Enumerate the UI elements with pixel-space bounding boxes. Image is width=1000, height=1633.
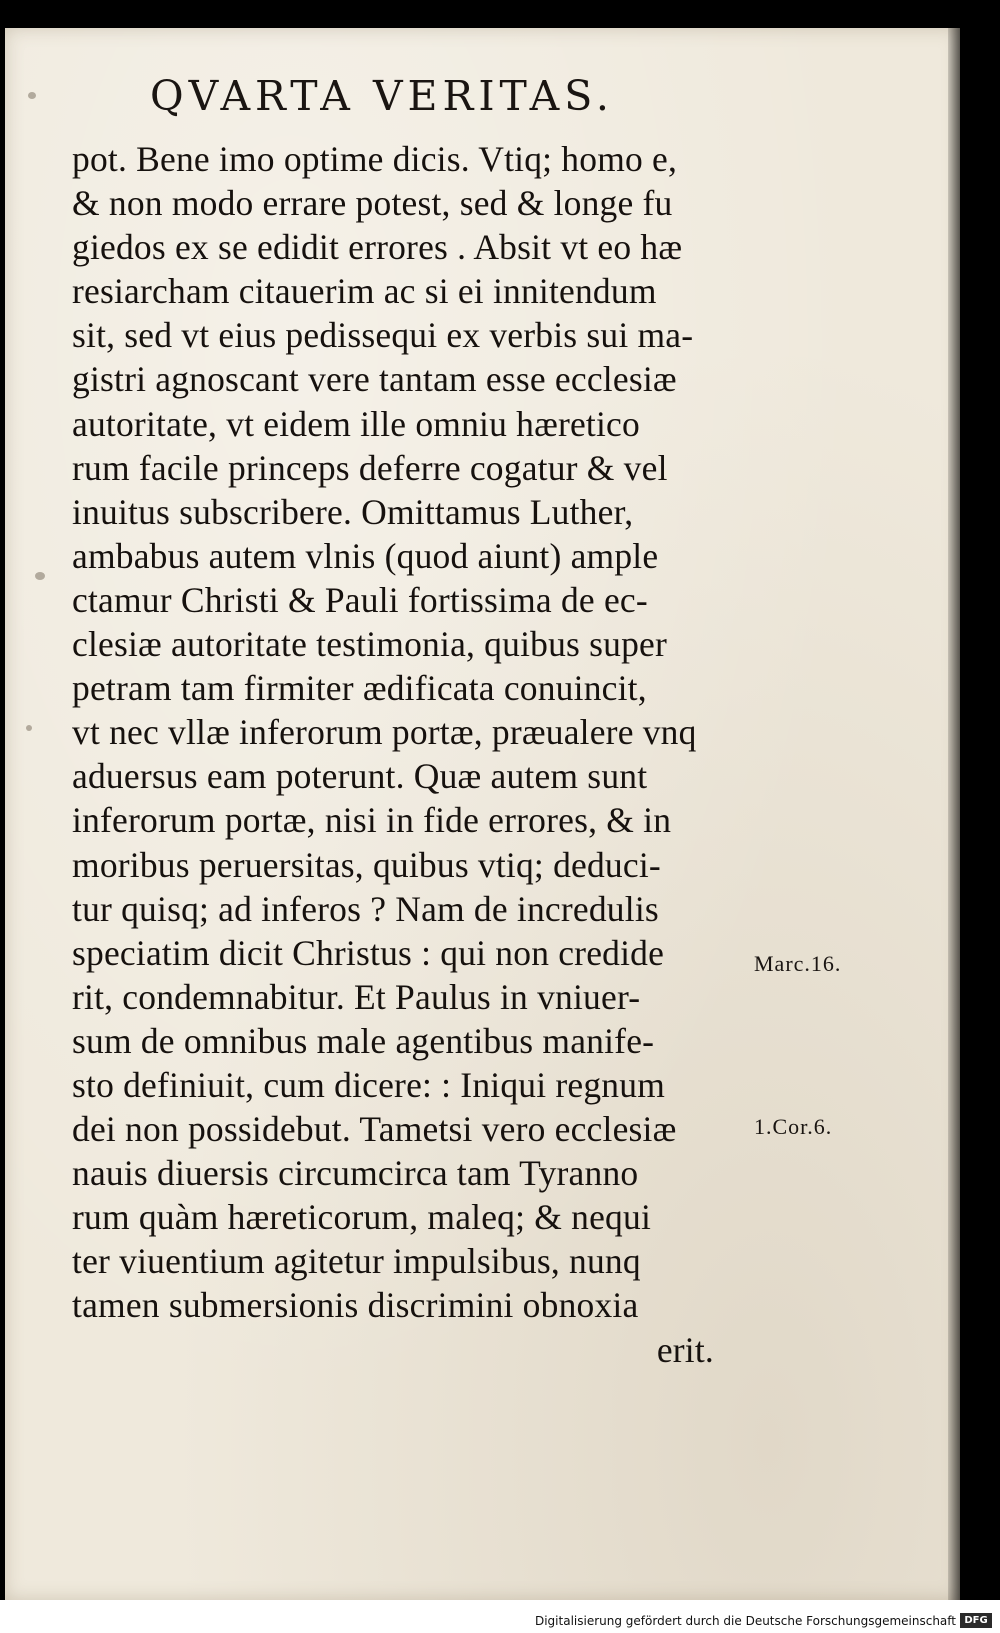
ink-smudge [35, 572, 45, 580]
text-line: clesiæ autoritate testimonia, quibus super [72, 624, 668, 665]
text-line: speciatim dicit Christus : qui non credide [72, 932, 665, 973]
text-line: aduersus eam poterunt. Quæ autem sunt [72, 756, 648, 797]
text-line: vt nec vllæ inferorum portæ, præualere vnq [72, 712, 697, 753]
text-line: moribus peruersitas, quibus vtiq; deduci- [72, 844, 661, 885]
text-line: pot. Bene imo optime dicis. Vtiq; homo e, [72, 139, 678, 179]
ink-smudge [28, 92, 36, 99]
margin-note-cor: 1.Cor.6. [754, 1114, 833, 1139]
text-line: inferorum portæ, nisi in fide errores, & in [72, 800, 672, 841]
running-head: QVARTA VERITAS. [150, 72, 614, 120]
text-line: giedos ex se edidit errores . Absit vt eo hæ [72, 227, 683, 268]
page-edge-shadow [948, 28, 960, 1600]
text-line: sum de omnibus male agentibus manife- [72, 1020, 655, 1061]
ink-smudge [26, 725, 32, 731]
catchword-line: erit. [656, 1329, 714, 1370]
text-line: ambabus autem vlnis (quod aiunt) ample [72, 535, 659, 576]
text-line: autoritate, vt eidem ille omniu hæretico [72, 403, 640, 444]
text-line: inuitus subscribere. Omittamus Luther, [72, 491, 634, 532]
text-line: ter viuentium agitetur impulsibus, nunq [72, 1241, 641, 1282]
text-line: tur quisq; ad inferos ? Nam de incredulis [72, 888, 659, 929]
text-line: tamen submersionis discrimini obnoxia [72, 1285, 639, 1326]
text-line: & non modo errare potest, sed & longe fu [72, 183, 673, 224]
text-line: sit, sed vt eius pedissequi ex verbis sui ma- [72, 315, 694, 356]
digitization-credit: Digitalisierung gefördert durch die Deutsche Forschungsgemeinschaft [534, 1614, 956, 1628]
text-line: rum facile princeps deferre cogatur & vel [72, 447, 668, 488]
text-line: petram tam firmiter ædificata conuincit, [72, 668, 647, 709]
text-line: sto definiuit, cum dicere: : Iniqui regnum [72, 1064, 666, 1105]
text-line: rit, condemnabitur. Et Paulus in vniuer- [72, 976, 641, 1017]
body-text [72, 137, 752, 1372]
text-line: dei non possidebut. Tametsi vero ecclesiæ [72, 1109, 677, 1150]
text-line: nauis diuersis circumcirca tam Tyranno [72, 1153, 639, 1194]
text-line: rum quàm hæreticorum, maleq; & nequi [72, 1197, 652, 1238]
text-line: gistri agnoscant vere tantam esse ecclesiæ [72, 359, 677, 400]
margin-note-marc: Marc.16. [754, 951, 842, 976]
text-line: resiarcham citauerim ac si ei innitendum [72, 271, 657, 312]
dfg-logo: DFG [960, 1613, 992, 1628]
text-line: ctamur Christi & Pauli fortissima de ec- [72, 579, 648, 620]
